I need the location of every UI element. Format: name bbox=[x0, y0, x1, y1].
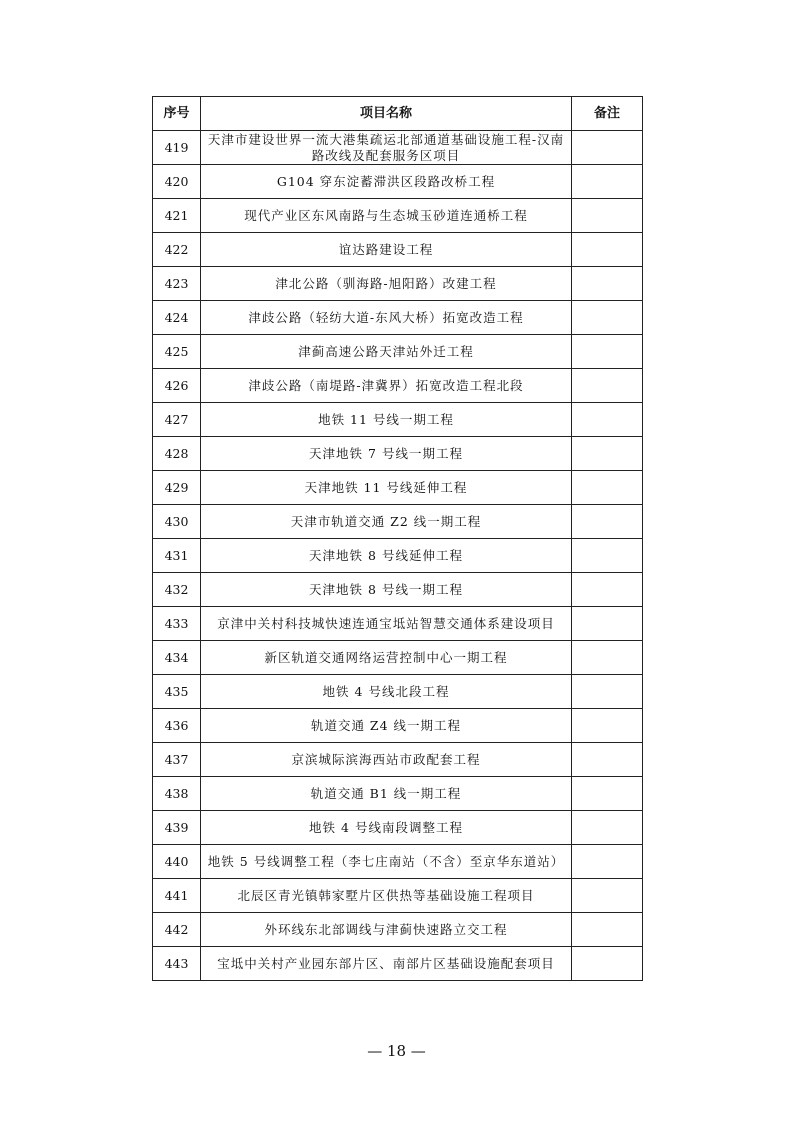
table-row bbox=[153, 641, 643, 675]
remark-cell bbox=[572, 675, 643, 709]
remark-cell bbox=[572, 233, 643, 267]
project-name-cell: G104 穿东淀蓄滞洪区段路改桥工程 bbox=[201, 165, 572, 199]
table-row bbox=[153, 199, 643, 233]
remark-cell bbox=[572, 573, 643, 607]
table-row bbox=[153, 573, 643, 607]
project-name-cell: 天津地铁 8 号线延伸工程 bbox=[201, 539, 572, 573]
remark-cell bbox=[572, 165, 643, 199]
project-name-cell: 地铁 4 号线南段调整工程 bbox=[201, 811, 572, 845]
row-number-cell: 425 bbox=[153, 335, 201, 369]
remark-cell bbox=[572, 403, 643, 437]
project-name-cell: 地铁 5 号线调整工程（李七庄南站（不含）至京华东道站） bbox=[201, 845, 572, 879]
table-row bbox=[153, 403, 643, 437]
project-name-cell: 外环线东北部调线与津蓟快速路立交工程 bbox=[201, 913, 572, 947]
table-row bbox=[153, 471, 643, 505]
row-number-cell: 434 bbox=[153, 641, 201, 675]
table-row bbox=[153, 879, 643, 913]
row-number-cell: 421 bbox=[153, 199, 201, 233]
remark-cell bbox=[572, 505, 643, 539]
table-row bbox=[153, 301, 643, 335]
row-number-cell: 420 bbox=[153, 165, 201, 199]
row-number-cell: 432 bbox=[153, 573, 201, 607]
project-name-cell: 地铁 4 号线北段工程 bbox=[201, 675, 572, 709]
row-number-cell: 433 bbox=[153, 607, 201, 641]
table-row bbox=[153, 539, 643, 573]
remark-cell bbox=[572, 539, 643, 573]
table-row bbox=[153, 811, 643, 845]
table-header-row bbox=[153, 97, 643, 131]
row-number-cell: 440 bbox=[153, 845, 201, 879]
table-row bbox=[153, 709, 643, 743]
remark-cell bbox=[572, 471, 643, 505]
table-row bbox=[153, 913, 643, 947]
project-name-cell: 津歧公路（轻纺大道-东风大桥）拓宽改造工程 bbox=[201, 301, 572, 335]
remark-cell bbox=[572, 709, 643, 743]
project-name-cell: 地铁 11 号线一期工程 bbox=[201, 403, 572, 437]
table-row bbox=[153, 267, 643, 301]
table-row bbox=[153, 947, 643, 981]
row-number-cell: 441 bbox=[153, 879, 201, 913]
table-row bbox=[153, 131, 643, 165]
remark-cell bbox=[572, 811, 643, 845]
project-name-cell: 现代产业区东风南路与生态城玉砂道连通桥工程 bbox=[201, 199, 572, 233]
remark-cell bbox=[572, 641, 643, 675]
project-name-cell: 京滨城际滨海西站市政配套工程 bbox=[201, 743, 572, 777]
row-number-cell: 419 bbox=[153, 131, 201, 165]
remark-cell bbox=[572, 199, 643, 233]
remark-cell bbox=[572, 607, 643, 641]
row-number-cell: 439 bbox=[153, 811, 201, 845]
remark-cell bbox=[572, 913, 643, 947]
header-project-name: 项目名称 bbox=[201, 97, 572, 131]
table-row bbox=[153, 675, 643, 709]
table-row bbox=[153, 165, 643, 199]
header-remark: 备注 bbox=[572, 97, 643, 131]
project-name-cell: 新区轨道交通网络运营控制中心一期工程 bbox=[201, 641, 572, 675]
remark-cell bbox=[572, 437, 643, 471]
table-row bbox=[153, 607, 643, 641]
project-name-cell: 天津市建设世界一流大港集疏运北部通道基础设施工程-汉南路改线及配套服务区项目 bbox=[201, 131, 572, 165]
row-number-cell: 422 bbox=[153, 233, 201, 267]
project-name-cell: 轨道交通 B1 线一期工程 bbox=[201, 777, 572, 811]
remark-cell bbox=[572, 845, 643, 879]
row-number-cell: 426 bbox=[153, 369, 201, 403]
row-number-cell: 436 bbox=[153, 709, 201, 743]
project-name-cell: 宝坻中关村产业园东部片区、南部片区基础设施配套项目 bbox=[201, 947, 572, 981]
project-name-cell: 天津市轨道交通 Z2 线一期工程 bbox=[201, 505, 572, 539]
row-number-cell: 443 bbox=[153, 947, 201, 981]
row-number-cell: 438 bbox=[153, 777, 201, 811]
project-name-cell: 北辰区青光镇韩家墅片区供热等基础设施工程项目 bbox=[201, 879, 572, 913]
table-row bbox=[153, 845, 643, 879]
row-number-cell: 427 bbox=[153, 403, 201, 437]
remark-cell bbox=[572, 369, 643, 403]
remark-cell bbox=[572, 879, 643, 913]
project-name-cell: 天津地铁 11 号线延伸工程 bbox=[201, 471, 572, 505]
table-row bbox=[153, 369, 643, 403]
remark-cell bbox=[572, 267, 643, 301]
header-no: 序号 bbox=[153, 97, 201, 131]
project-name-cell: 谊达路建设工程 bbox=[201, 233, 572, 267]
row-number-cell: 428 bbox=[153, 437, 201, 471]
row-number-cell: 423 bbox=[153, 267, 201, 301]
row-number-cell: 431 bbox=[153, 539, 201, 573]
row-number-cell: 429 bbox=[153, 471, 201, 505]
row-number-cell: 424 bbox=[153, 301, 201, 335]
project-name-cell: 天津地铁 8 号线一期工程 bbox=[201, 573, 572, 607]
project-table bbox=[152, 96, 643, 981]
remark-cell bbox=[572, 777, 643, 811]
table-row bbox=[153, 437, 643, 471]
row-number-cell: 442 bbox=[153, 913, 201, 947]
row-number-cell: 430 bbox=[153, 505, 201, 539]
page-number: — 18 — bbox=[367, 1042, 426, 1060]
project-name-cell: 津北公路（驯海路-旭阳路）改建工程 bbox=[201, 267, 572, 301]
table-row bbox=[153, 335, 643, 369]
table-row bbox=[153, 233, 643, 267]
table-body bbox=[153, 131, 643, 981]
row-number-cell: 435 bbox=[153, 675, 201, 709]
remark-cell bbox=[572, 131, 643, 165]
table-row bbox=[153, 743, 643, 777]
project-name-cell: 京津中关村科技城快速连通宝坻站智慧交通体系建设项目 bbox=[201, 607, 572, 641]
remark-cell bbox=[572, 743, 643, 777]
project-name-cell: 轨道交通 Z4 线一期工程 bbox=[201, 709, 572, 743]
table-row bbox=[153, 777, 643, 811]
remark-cell bbox=[572, 335, 643, 369]
project-name-cell: 天津地铁 7 号线一期工程 bbox=[201, 437, 572, 471]
table-row bbox=[153, 505, 643, 539]
row-number-cell: 437 bbox=[153, 743, 201, 777]
project-name-cell: 津蓟高速公路天津站外迁工程 bbox=[201, 335, 572, 369]
remark-cell bbox=[572, 947, 643, 981]
project-name-cell: 津歧公路（南堤路-津冀界）拓宽改造工程北段 bbox=[201, 369, 572, 403]
remark-cell bbox=[572, 301, 643, 335]
